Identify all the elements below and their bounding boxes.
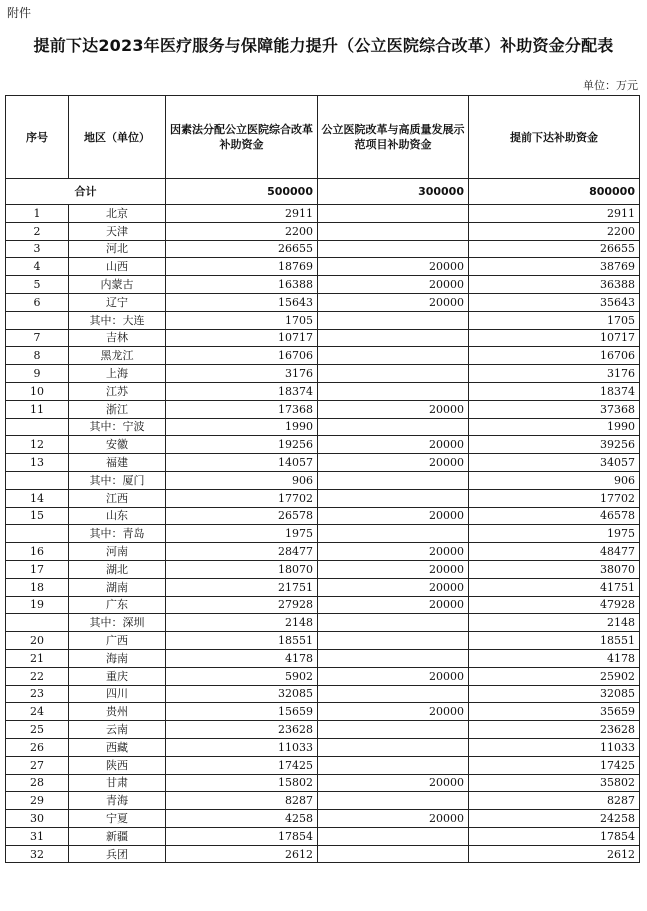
table-row [6, 596, 640, 614]
row-demo [318, 649, 469, 667]
row-region: 甘肃 [69, 774, 166, 792]
row-total: 2200 [469, 222, 640, 240]
row-demo: 20000 [318, 810, 469, 828]
row-total: 47928 [469, 596, 640, 614]
row-region: 黑龙江 [69, 347, 166, 365]
table-row [6, 347, 640, 365]
row-total: 38769 [469, 258, 640, 276]
total-sum: 800000 [469, 179, 640, 205]
table-row [6, 721, 640, 739]
table-row [6, 454, 640, 472]
table-row [6, 311, 640, 329]
row-seq: 13 [6, 454, 69, 472]
row-factor: 2911 [166, 205, 318, 223]
table-row [6, 810, 640, 828]
row-seq: 25 [6, 721, 69, 739]
table-row [6, 293, 640, 311]
row-region: 江苏 [69, 382, 166, 400]
row-factor: 26578 [166, 507, 318, 525]
total-row [6, 179, 640, 205]
row-seq: 31 [6, 827, 69, 845]
table-row [6, 685, 640, 703]
row-demo: 20000 [318, 560, 469, 578]
row-demo: 20000 [318, 436, 469, 454]
table-row [6, 667, 640, 685]
row-factor: 16706 [166, 347, 318, 365]
row-total: 32085 [469, 685, 640, 703]
row-factor: 18374 [166, 382, 318, 400]
row-total: 906 [469, 471, 640, 489]
row-demo [318, 827, 469, 845]
row-region: 辽宁 [69, 293, 166, 311]
row-seq: 1 [6, 205, 69, 223]
table-row [6, 827, 640, 845]
row-region: 其中：大连 [69, 311, 166, 329]
row-seq: 7 [6, 329, 69, 347]
row-factor: 5902 [166, 667, 318, 685]
row-factor: 1990 [166, 418, 318, 436]
row-seq [6, 471, 69, 489]
row-demo: 20000 [318, 703, 469, 721]
row-seq: 26 [6, 738, 69, 756]
row-demo: 20000 [318, 293, 469, 311]
row-factor: 8287 [166, 792, 318, 810]
table-row [6, 222, 640, 240]
table-row [6, 507, 640, 525]
row-region: 河南 [69, 543, 166, 561]
row-seq: 6 [6, 293, 69, 311]
page-title: 提前下达2023年医疗服务与保障能力提升（公立医院综合改革）补助资金分配表 [33, 36, 614, 55]
row-factor: 906 [166, 471, 318, 489]
row-total: 1990 [469, 418, 640, 436]
row-seq: 27 [6, 756, 69, 774]
row-seq: 3 [6, 240, 69, 258]
row-region: 天津 [69, 222, 166, 240]
table-row [6, 436, 640, 454]
row-region: 内蒙古 [69, 276, 166, 294]
row-total: 1975 [469, 525, 640, 543]
table-row [6, 560, 640, 578]
table-row [6, 276, 640, 294]
row-region: 宁夏 [69, 810, 166, 828]
row-factor: 26655 [166, 240, 318, 258]
table-row [6, 614, 640, 632]
table-row [6, 400, 640, 418]
table-row [6, 703, 640, 721]
row-factor: 4178 [166, 649, 318, 667]
row-factor: 3176 [166, 365, 318, 383]
row-seq: 5 [6, 276, 69, 294]
row-seq: 15 [6, 507, 69, 525]
row-demo: 20000 [318, 400, 469, 418]
table-row [6, 543, 640, 561]
table-row [6, 774, 640, 792]
row-demo [318, 418, 469, 436]
table-row [6, 632, 640, 650]
row-seq: 11 [6, 400, 69, 418]
row-total: 10717 [469, 329, 640, 347]
row-factor: 18551 [166, 632, 318, 650]
row-total: 17425 [469, 756, 640, 774]
row-total: 24258 [469, 810, 640, 828]
row-region: 福建 [69, 454, 166, 472]
row-seq: 10 [6, 382, 69, 400]
table-row [6, 365, 640, 383]
row-factor: 19256 [166, 436, 318, 454]
row-seq: 21 [6, 649, 69, 667]
table-row [6, 258, 640, 276]
row-region: 新疆 [69, 827, 166, 845]
header-seq: 序号 [6, 96, 69, 179]
row-seq: 22 [6, 667, 69, 685]
row-factor: 2200 [166, 222, 318, 240]
row-region: 其中：深圳 [69, 614, 166, 632]
row-seq: 24 [6, 703, 69, 721]
row-total: 2612 [469, 845, 640, 863]
row-factor: 1705 [166, 311, 318, 329]
row-region: 山西 [69, 258, 166, 276]
table-row [6, 756, 640, 774]
row-region: 云南 [69, 721, 166, 739]
row-demo: 20000 [318, 774, 469, 792]
table-row [6, 205, 640, 223]
row-seq: 18 [6, 578, 69, 596]
row-region: 贵州 [69, 703, 166, 721]
row-total: 41751 [469, 578, 640, 596]
row-demo [318, 632, 469, 650]
row-region: 青海 [69, 792, 166, 810]
unit-label: 单位：万元 [583, 79, 638, 92]
row-region: 北京 [69, 205, 166, 223]
row-demo [318, 525, 469, 543]
row-demo [318, 792, 469, 810]
row-total: 18374 [469, 382, 640, 400]
row-region: 湖北 [69, 560, 166, 578]
row-demo [318, 738, 469, 756]
row-region: 河北 [69, 240, 166, 258]
row-demo: 20000 [318, 543, 469, 561]
row-factor: 32085 [166, 685, 318, 703]
row-demo: 20000 [318, 507, 469, 525]
row-demo [318, 721, 469, 739]
total-label: 合计 [6, 179, 166, 205]
row-seq: 2 [6, 222, 69, 240]
row-seq: 8 [6, 347, 69, 365]
row-factor: 4258 [166, 810, 318, 828]
row-seq [6, 418, 69, 436]
table-row [6, 738, 640, 756]
row-total: 36388 [469, 276, 640, 294]
row-factor: 11033 [166, 738, 318, 756]
row-total: 17702 [469, 489, 640, 507]
row-demo: 20000 [318, 596, 469, 614]
table-row [6, 525, 640, 543]
row-demo [318, 311, 469, 329]
row-total: 35659 [469, 703, 640, 721]
row-factor: 23628 [166, 721, 318, 739]
row-total: 18551 [469, 632, 640, 650]
table-row [6, 792, 640, 810]
table-row [6, 489, 640, 507]
row-total: 48477 [469, 543, 640, 561]
row-total: 35802 [469, 774, 640, 792]
row-seq: 32 [6, 845, 69, 863]
row-seq: 30 [6, 810, 69, 828]
row-demo [318, 205, 469, 223]
total-demo: 300000 [318, 179, 469, 205]
row-seq: 19 [6, 596, 69, 614]
table-row [6, 418, 640, 436]
row-total: 4178 [469, 649, 640, 667]
allocation-table [5, 95, 640, 863]
row-total: 11033 [469, 738, 640, 756]
row-factor: 15802 [166, 774, 318, 792]
row-factor: 17854 [166, 827, 318, 845]
table-row [6, 845, 640, 863]
row-seq [6, 311, 69, 329]
row-total: 2148 [469, 614, 640, 632]
total-factor: 500000 [166, 179, 318, 205]
row-factor: 15643 [166, 293, 318, 311]
row-total: 23628 [469, 721, 640, 739]
row-demo [318, 845, 469, 863]
row-seq: 12 [6, 436, 69, 454]
row-total: 37368 [469, 400, 640, 418]
table-row [6, 240, 640, 258]
row-total: 25902 [469, 667, 640, 685]
row-demo: 20000 [318, 258, 469, 276]
row-factor: 2148 [166, 614, 318, 632]
row-demo [318, 382, 469, 400]
row-region: 江西 [69, 489, 166, 507]
row-factor: 2612 [166, 845, 318, 863]
row-region: 浙江 [69, 400, 166, 418]
row-seq: 28 [6, 774, 69, 792]
row-demo [318, 240, 469, 258]
row-factor: 18769 [166, 258, 318, 276]
row-demo [318, 329, 469, 347]
row-region: 四川 [69, 685, 166, 703]
row-seq: 29 [6, 792, 69, 810]
row-region: 广西 [69, 632, 166, 650]
header-row [6, 96, 640, 179]
row-region: 吉林 [69, 329, 166, 347]
row-demo [318, 756, 469, 774]
row-region: 广东 [69, 596, 166, 614]
row-factor: 10717 [166, 329, 318, 347]
row-seq: 17 [6, 560, 69, 578]
header-demo-funds: 公立医院改革与高质量发展示范项目补助资金 [318, 96, 469, 179]
row-seq: 14 [6, 489, 69, 507]
row-total: 3176 [469, 365, 640, 383]
table-row [6, 649, 640, 667]
header-total-funds: 提前下达补助资金 [469, 96, 640, 179]
row-demo: 20000 [318, 578, 469, 596]
row-region: 西藏 [69, 738, 166, 756]
table-row [6, 471, 640, 489]
row-total: 16706 [469, 347, 640, 365]
row-total: 2911 [469, 205, 640, 223]
row-region: 重庆 [69, 667, 166, 685]
row-total: 38070 [469, 560, 640, 578]
row-demo [318, 685, 469, 703]
row-total: 46578 [469, 507, 640, 525]
row-demo [318, 222, 469, 240]
row-seq: 4 [6, 258, 69, 276]
table-row [6, 329, 640, 347]
row-factor: 21751 [166, 578, 318, 596]
row-region: 其中：厦门 [69, 471, 166, 489]
header-region: 地区（单位） [69, 96, 166, 179]
row-region: 其中：宁波 [69, 418, 166, 436]
row-seq [6, 614, 69, 632]
row-total: 39256 [469, 436, 640, 454]
row-region: 兵团 [69, 845, 166, 863]
row-region: 安徽 [69, 436, 166, 454]
row-demo [318, 471, 469, 489]
row-total: 35643 [469, 293, 640, 311]
row-factor: 17425 [166, 756, 318, 774]
row-region: 陕西 [69, 756, 166, 774]
row-factor: 17368 [166, 400, 318, 418]
row-region: 其中：青岛 [69, 525, 166, 543]
row-total: 17854 [469, 827, 640, 845]
row-demo [318, 365, 469, 383]
row-demo [318, 489, 469, 507]
row-factor: 14057 [166, 454, 318, 472]
row-total: 8287 [469, 792, 640, 810]
row-seq: 16 [6, 543, 69, 561]
table-row [6, 382, 640, 400]
row-region: 海南 [69, 649, 166, 667]
table-row [6, 578, 640, 596]
row-factor: 27928 [166, 596, 318, 614]
attachment-label: 附件 [7, 6, 32, 20]
row-region: 湖南 [69, 578, 166, 596]
row-demo [318, 614, 469, 632]
row-seq: 23 [6, 685, 69, 703]
row-demo [318, 347, 469, 365]
row-factor: 17702 [166, 489, 318, 507]
row-demo: 20000 [318, 276, 469, 294]
row-factor: 18070 [166, 560, 318, 578]
row-total: 1705 [469, 311, 640, 329]
row-factor: 16388 [166, 276, 318, 294]
row-region: 上海 [69, 365, 166, 383]
row-seq: 20 [6, 632, 69, 650]
row-seq [6, 525, 69, 543]
header-factor-funds: 因素法分配公立医院综合改革补助资金 [166, 96, 318, 179]
row-region: 山东 [69, 507, 166, 525]
row-factor: 28477 [166, 543, 318, 561]
row-factor: 1975 [166, 525, 318, 543]
row-demo: 20000 [318, 667, 469, 685]
row-total: 26655 [469, 240, 640, 258]
row-factor: 15659 [166, 703, 318, 721]
row-demo: 20000 [318, 454, 469, 472]
row-total: 34057 [469, 454, 640, 472]
row-seq: 9 [6, 365, 69, 383]
